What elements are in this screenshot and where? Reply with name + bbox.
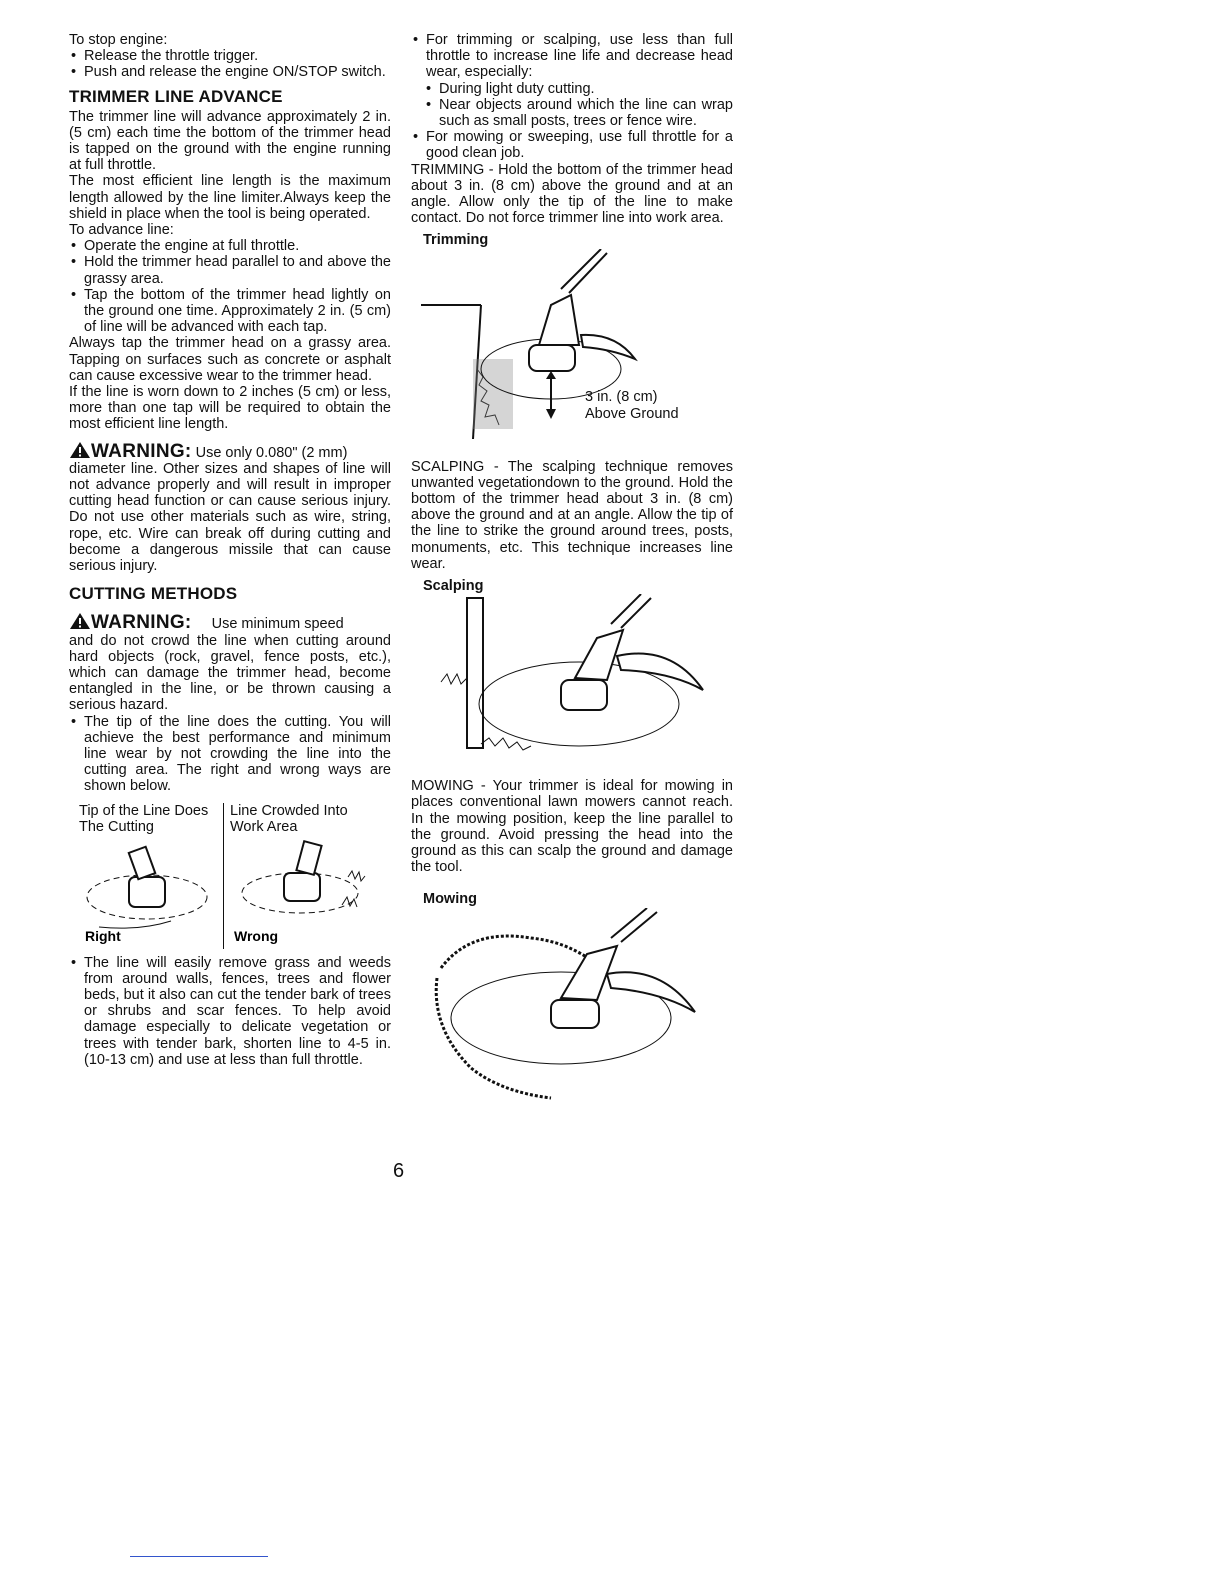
section-heading-cutting-methods: CUTTING METHODS bbox=[69, 584, 238, 604]
list-item: • Push and release the engine ON/STOP switch. bbox=[69, 64, 391, 80]
mowing-illustration bbox=[411, 908, 733, 1108]
stop-list bbox=[69, 48, 391, 80]
list-item: • For trimming or scalping, use less than full throttle to increase line life and decrease head wear, especially: • During light duty cutting. • Near objects around which the line can wrap such as small posts, trees or fence wire. bbox=[411, 32, 733, 129]
warning-text: diameter line. Other sizes and shapes of line will not advance properly and will result in improper cutting head function or can cause serious injury. Do not use other materials such as wire, string, rope, etc. Wire can break off during cutting and become a dangerous missile that can cause serious injury. bbox=[69, 460, 391, 575]
mowing-paragraph: MOWING - Your trimmer is ideal for mowing in places conventional lawn mowers cannot reach. In the mowing position, keep the line parallel to the ground. Avoid pressing the head into the ground as this can scalp the ground and damage the tool. bbox=[411, 778, 733, 876]
list-item: • For mowing or sweeping, use full throttle for a good clean job. bbox=[411, 129, 733, 161]
paragraph: Always tap the trimmer head on a grassy area. Tapping on surfaces such as concrete or asphalt can cause excessive wear to the trimmer head. bbox=[69, 335, 391, 384]
right-wrong-figures bbox=[69, 803, 391, 949]
scalping-paragraph: SCALPING - The scalping technique removes unwanted vegetationdown to the ground. Hold the bottom of the trimmer head about 3 in. (8 cm) above the ground and at an angle. Allow the tip of the line to strike the ground around trees, posts, monuments, etc. This technique increases line wear. bbox=[411, 458, 733, 572]
scalping-figure bbox=[411, 594, 733, 774]
trimming-paragraph: TRIMMING - Hold the bottom of the trimmer head about 3 in. (8 cm) above the ground and at an angle. Allow only the tip of the line to make contact. Do not force trimmer line into work area. bbox=[411, 161, 733, 227]
page-number: 6 bbox=[393, 1160, 405, 1182]
figure-wrong bbox=[224, 803, 370, 949]
paragraph: The most efficient line length is the maximum length allowed by the line limiter.Always keep the shield in place when the tool is being operated. bbox=[69, 173, 391, 222]
trimmer-right-illustration bbox=[79, 835, 219, 945]
list-item: • Tap the bottom of the trimmer head lightly on the ground one time. Approximately 2 in. (5 cm) of line will be advanced with each tap. bbox=[69, 287, 391, 336]
advance-list bbox=[69, 238, 391, 335]
throttle-list bbox=[411, 32, 733, 162]
figure-label-wrong: Wrong bbox=[234, 927, 279, 944]
paragraph: The trimmer line will advance approximately 2 in. (5 cm) each time the bottom of the trimmer head is tapped on the ground with the engine running at full throttle. bbox=[69, 108, 391, 174]
list-item: • Near objects around which the line can wrap such as small posts, trees or fence wire. bbox=[411, 97, 733, 129]
scalping-illustration bbox=[411, 594, 733, 774]
warning-block-speed bbox=[69, 612, 391, 713]
bottom-rule bbox=[130, 1556, 268, 1557]
list-item: • The line will easily remove grass and weeds from around walls, fences, trees and flower beds, but it also can cut the tender bark of trees or shrubs and scar fences. To help avoid damage especially to delicate vegetation or trees with tender bark, shorten line to 4-5 in. (10-13 cm) and use at less than full throttle. bbox=[69, 955, 391, 1068]
figure-label-mowing: Mowing bbox=[423, 891, 477, 908]
list-item: • Hold the trimmer head parallel to and above the grassy area. bbox=[69, 254, 391, 286]
paragraph: To advance line: bbox=[69, 222, 174, 239]
section-heading-line-advance: TRIMMER LINE ADVANCE bbox=[69, 86, 283, 106]
trimming-caption-1: 3 in. (8 cm) bbox=[585, 388, 658, 405]
warning-lead: Use only 0.080" (2 mm) bbox=[195, 444, 348, 461]
cutting-list bbox=[69, 714, 391, 795]
left-column bbox=[69, 32, 391, 1068]
list-item: • Release the throttle trigger. bbox=[69, 48, 391, 64]
figure-caption: Line Crowded Into Work Area bbox=[230, 802, 348, 835]
trimming-caption-2: Above Ground bbox=[585, 405, 679, 422]
trimming-illustration bbox=[411, 249, 733, 449]
list-item: • During light duty cutting. bbox=[411, 81, 733, 97]
trimmer-wrong-illustration bbox=[230, 835, 380, 945]
warning-triangle-icon bbox=[69, 612, 91, 630]
figure-right bbox=[79, 803, 224, 949]
figure-label-trimming: Trimming bbox=[423, 232, 489, 249]
figure-label-scalping: Scalping bbox=[423, 578, 484, 595]
warning-title: WARNING: bbox=[69, 612, 192, 633]
warning-title: WARNING: bbox=[69, 441, 192, 462]
mowing-figure bbox=[411, 908, 733, 1108]
right-column bbox=[411, 32, 733, 1108]
warning-triangle-icon bbox=[69, 441, 91, 459]
figure-caption: Tip of the Line Does The Cutting bbox=[79, 802, 209, 835]
warning-text: and do not crowd the line when cutting around hard objects (rock, gravel, fence posts, etc.), which can damage the trimmer head, become entangled in the line, or be thrown causing a serious hazard. bbox=[69, 632, 391, 714]
paragraph: If the line is worn down to 2 inches (5 cm) or less, more than one tap will be required to obtain the most efficient line length. bbox=[69, 384, 391, 433]
stop-intro: To stop engine: bbox=[69, 32, 168, 48]
cutting-list-2 bbox=[69, 955, 391, 1068]
sub-list bbox=[411, 81, 733, 130]
trimming-figure bbox=[411, 249, 733, 449]
warning-block-line bbox=[69, 441, 391, 575]
warning-lead: Use minimum speed bbox=[211, 616, 344, 633]
list-item: • Operate the engine at full throttle. bbox=[69, 238, 391, 254]
list-item: • The tip of the line does the cutting. You will achieve the best performance and minimum line wear by not crowding the line into the cutting area. The right and wrong ways are shown below. bbox=[69, 714, 391, 795]
figure-label-right: Right bbox=[85, 927, 121, 944]
